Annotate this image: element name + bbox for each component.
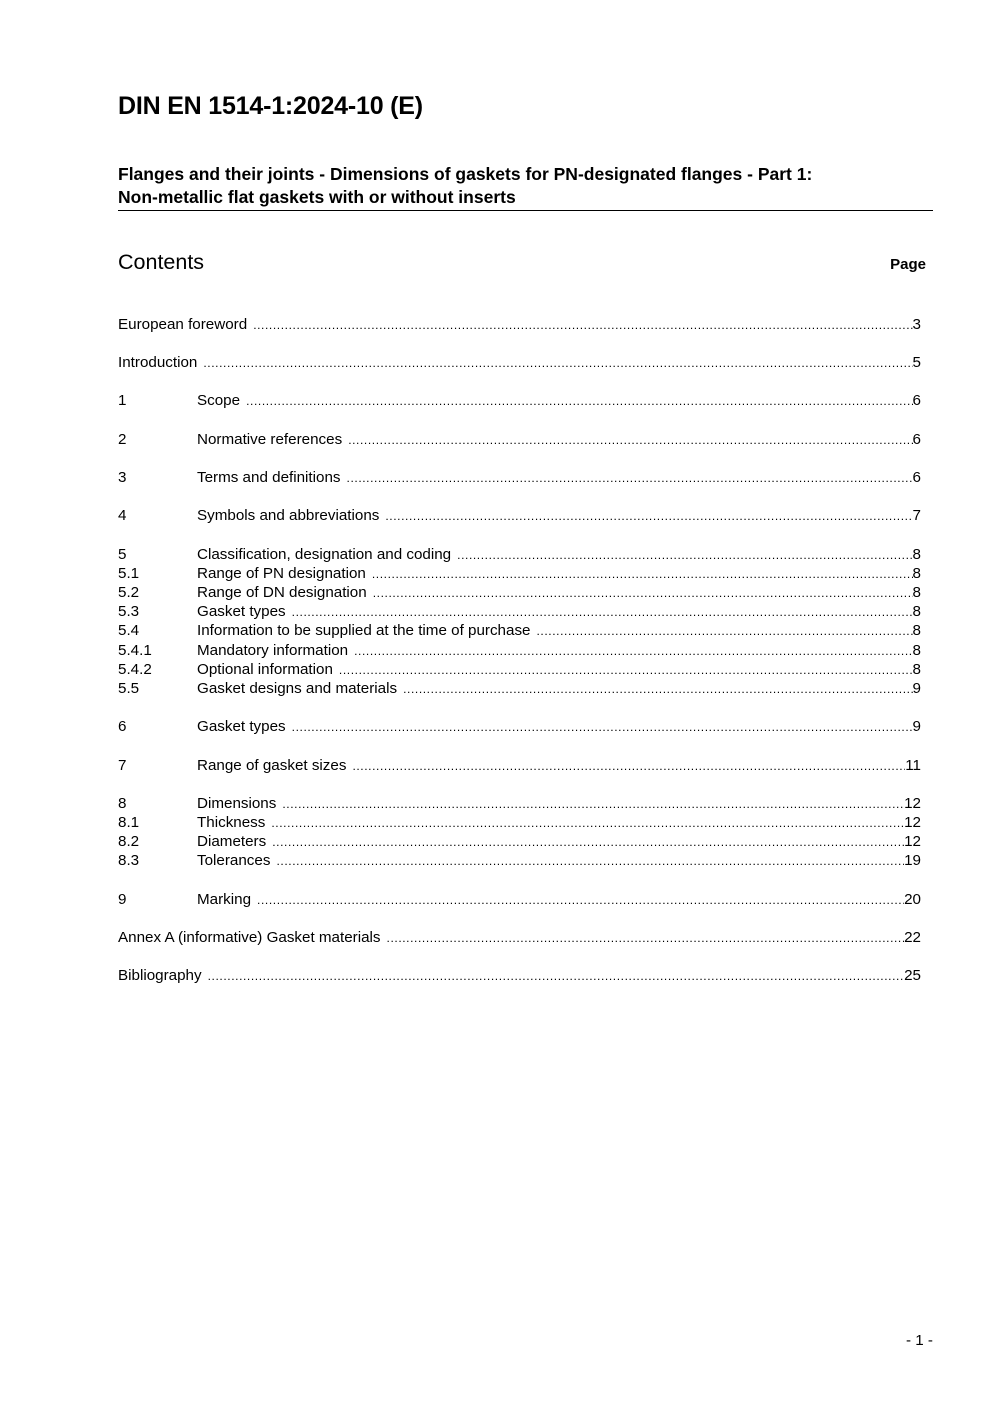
toc-entry-number: 7 bbox=[118, 757, 127, 774]
toc-leader-dots bbox=[253, 316, 912, 335]
toc-entry-page: 12 bbox=[904, 795, 921, 812]
toc-leader-dots bbox=[372, 565, 913, 584]
toc-entry-number: 5.3 bbox=[118, 603, 140, 620]
toc-entry-number: 5 bbox=[118, 546, 127, 563]
toc-entry-page: 6 bbox=[912, 392, 921, 409]
toc-entry-page: 9 bbox=[912, 718, 921, 735]
toc-entry-number: 8.3 bbox=[118, 852, 140, 869]
document-title-line-2: Non-metallic flat gaskets with or without inserts bbox=[118, 187, 516, 207]
toc-entry[interactable] bbox=[118, 966, 921, 985]
toc-leader-dots bbox=[208, 967, 905, 986]
toc-entry[interactable] bbox=[118, 506, 921, 525]
toc-leader-dots bbox=[339, 661, 913, 680]
toc-entry[interactable] bbox=[118, 641, 921, 660]
toc-entry-page: 8 bbox=[912, 603, 921, 620]
toc-entry-title: Tolerances bbox=[197, 852, 271, 869]
toc-entry[interactable] bbox=[118, 602, 921, 621]
toc-leader-dots bbox=[257, 891, 904, 910]
toc-entry[interactable] bbox=[118, 391, 921, 410]
toc-entry-title: European foreword bbox=[118, 316, 248, 333]
toc-entry-title: Normative references bbox=[197, 431, 343, 448]
toc-entry[interactable] bbox=[118, 353, 921, 372]
toc-entry[interactable] bbox=[118, 583, 921, 602]
toc-entry-number: 4 bbox=[118, 507, 127, 524]
toc-entry-page: 8 bbox=[912, 661, 921, 678]
toc-entry-page: 5 bbox=[912, 354, 921, 371]
toc-entry-title: Range of gasket sizes bbox=[197, 757, 347, 774]
toc-entry-page: 25 bbox=[904, 967, 921, 984]
toc-entry-title: Range of DN designation bbox=[197, 584, 367, 601]
toc-entry[interactable] bbox=[118, 928, 921, 947]
toc-entry[interactable] bbox=[118, 621, 921, 640]
toc-leader-dots bbox=[203, 354, 912, 373]
toc-entry-title: Dimensions bbox=[197, 795, 277, 812]
toc-entry-title: Gasket types bbox=[197, 718, 286, 735]
contents-heading: Contents bbox=[118, 250, 205, 274]
toc-leader-dots bbox=[347, 469, 913, 488]
toc-entry-title: Range of PN designation bbox=[197, 565, 366, 582]
toc-entry-page: 12 bbox=[904, 833, 921, 850]
toc-entry-page: 3 bbox=[912, 316, 921, 333]
toc-entry-page: 7 bbox=[912, 507, 921, 524]
toc-leader-dots bbox=[292, 718, 913, 737]
toc-entry[interactable] bbox=[118, 794, 921, 813]
toc-entry-number: 1 bbox=[118, 392, 127, 409]
toc-entry-title: Classification, designation and coding bbox=[197, 546, 452, 563]
toc-entry-number: 5.4.1 bbox=[118, 642, 152, 659]
toc-entry[interactable] bbox=[118, 756, 921, 775]
toc-entry-page: 19 bbox=[904, 852, 921, 869]
toc-entry-page: 8 bbox=[912, 565, 921, 582]
toc-entry-page: 8 bbox=[912, 584, 921, 601]
toc-entry-page: 8 bbox=[912, 546, 921, 563]
toc-entry-page: 22 bbox=[904, 929, 921, 946]
toc-leader-dots bbox=[272, 833, 904, 852]
toc-entry-number: 5.2 bbox=[118, 584, 140, 601]
toc-entry-number: 9 bbox=[118, 891, 127, 908]
toc-leader-dots bbox=[354, 642, 912, 661]
toc-entry[interactable] bbox=[118, 564, 921, 583]
document-id: DIN EN 1514-1:2024-10 (E) bbox=[118, 92, 423, 120]
toc-entry-page: 12 bbox=[904, 814, 921, 831]
toc-entry[interactable] bbox=[118, 660, 921, 679]
toc-entry-number: 8.2 bbox=[118, 833, 140, 850]
toc-leader-dots bbox=[292, 603, 913, 622]
toc-entry-number: 3 bbox=[118, 469, 127, 486]
toc-entry-title: Marking bbox=[197, 891, 252, 908]
toc-entry[interactable] bbox=[118, 315, 921, 334]
toc-entry-page: 8 bbox=[912, 642, 921, 659]
toc-entry-page: 11 bbox=[905, 757, 921, 774]
toc-leader-dots bbox=[276, 852, 904, 871]
toc-entry-title: Diameters bbox=[197, 833, 267, 850]
toc-entry-title: Scope bbox=[197, 392, 241, 409]
toc-entry[interactable] bbox=[118, 890, 921, 909]
toc-entry-page: 6 bbox=[912, 431, 921, 448]
toc-leader-dots bbox=[457, 546, 912, 565]
toc-entry-number: 5.5 bbox=[118, 680, 140, 697]
toc-entry-title: Bibliography bbox=[118, 967, 202, 984]
toc-entry-title: Optional information bbox=[197, 661, 333, 678]
toc-entry-title: Mandatory information bbox=[197, 642, 349, 659]
page-column-heading: Page bbox=[890, 256, 926, 273]
toc-entry-title: Annex A (informative) Gasket materials bbox=[118, 929, 381, 946]
toc-entry-title: Introduction bbox=[118, 354, 198, 371]
toc-leader-dots bbox=[403, 680, 912, 699]
table-of-contents bbox=[118, 0, 921, 1403]
toc-leader-dots bbox=[385, 507, 912, 526]
toc-entry-number: 5.4 bbox=[118, 622, 140, 639]
toc-entry[interactable] bbox=[118, 851, 921, 870]
toc-leader-dots bbox=[246, 392, 912, 411]
toc-entry[interactable] bbox=[118, 832, 921, 851]
toc-entry-number: 6 bbox=[118, 718, 127, 735]
toc-leader-dots bbox=[348, 431, 912, 450]
toc-leader-dots bbox=[536, 622, 912, 641]
toc-leader-dots bbox=[282, 795, 904, 814]
toc-leader-dots bbox=[352, 757, 905, 776]
toc-entry[interactable] bbox=[118, 813, 921, 832]
toc-entry-title: Symbols and abbreviations bbox=[197, 507, 380, 524]
toc-entry[interactable] bbox=[118, 468, 921, 487]
toc-entry-page: 8 bbox=[912, 622, 921, 639]
toc-entry-title: Gasket designs and materials bbox=[197, 680, 398, 697]
toc-entry-number: 5.1 bbox=[118, 565, 140, 582]
toc-entry-number: 8 bbox=[118, 795, 127, 812]
toc-entry-page: 6 bbox=[912, 469, 921, 486]
toc-leader-dots bbox=[373, 584, 913, 603]
toc-entry-page: 9 bbox=[912, 680, 921, 697]
toc-entry-number: 2 bbox=[118, 431, 127, 448]
toc-entry[interactable] bbox=[118, 679, 921, 698]
toc-entry[interactable] bbox=[118, 717, 921, 736]
document-title-line-1: Flanges and their joints - Dimensions of gaskets for PN-designated flanges - Part 1: bbox=[118, 164, 813, 184]
toc-entry[interactable] bbox=[118, 430, 921, 449]
toc-entry-page: 20 bbox=[904, 891, 921, 908]
toc-entry[interactable] bbox=[118, 545, 921, 564]
toc-entry-title: Gasket types bbox=[197, 603, 286, 620]
toc-entry-title: Terms and definitions bbox=[197, 469, 341, 486]
toc-leader-dots bbox=[271, 814, 904, 833]
toc-entry-number: 5.4.2 bbox=[118, 661, 152, 678]
toc-leader-dots bbox=[387, 929, 905, 948]
toc-entry-title: Information to be supplied at the time of purchase bbox=[197, 622, 531, 639]
toc-entry-title: Thickness bbox=[197, 814, 266, 831]
toc-entry-number: 8.1 bbox=[118, 814, 140, 831]
footer-page-number: - 1 - bbox=[905, 1332, 933, 1349]
